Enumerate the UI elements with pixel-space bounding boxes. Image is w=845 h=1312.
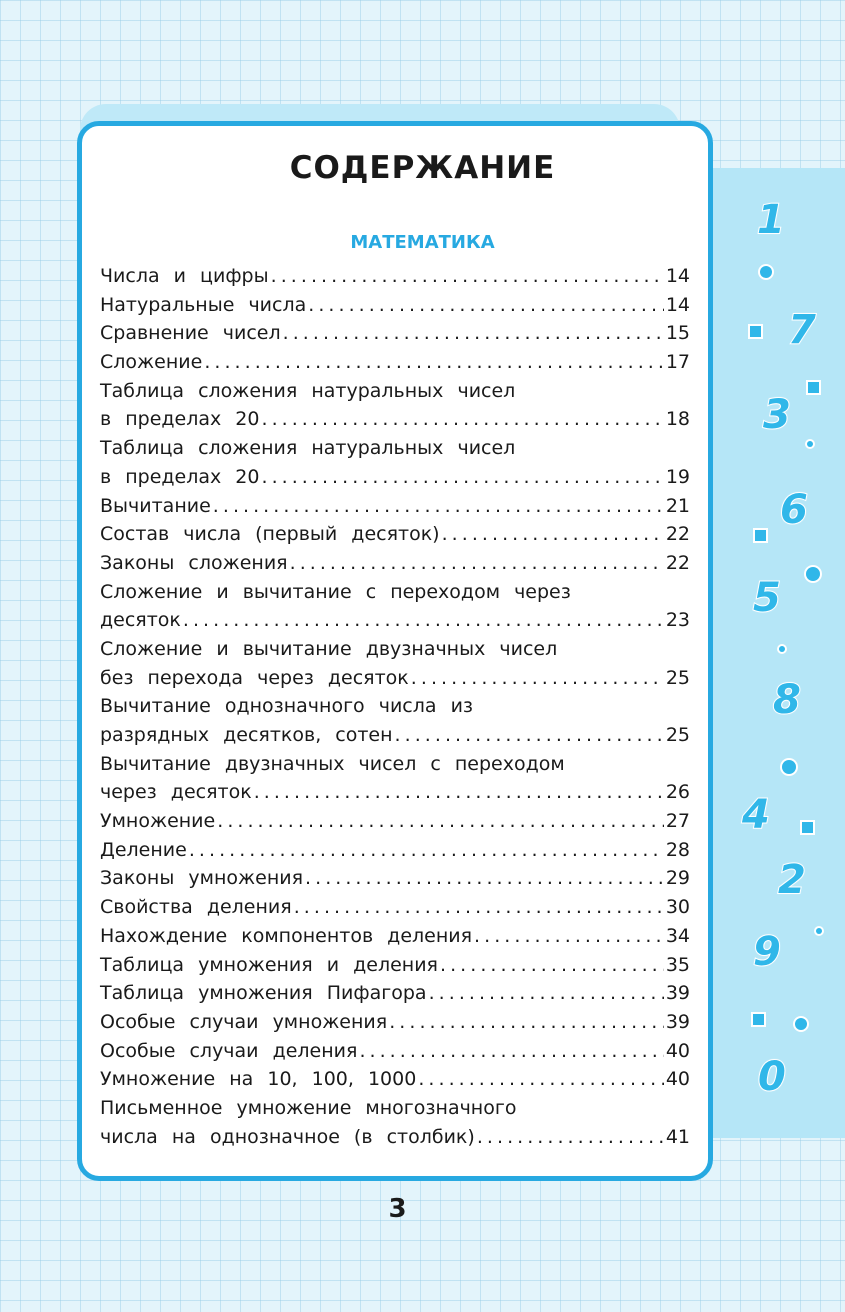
toc-entry-line <box>100 721 690 750</box>
toc-page-number: 28 <box>665 838 690 861</box>
toc-dot-leader <box>183 606 664 635</box>
toc-entry-title: Числа и цифры <box>100 265 269 287</box>
toc-dot-leader <box>217 807 664 836</box>
toc-entry-title: Умножение на 10, 100, 1000 <box>100 1068 417 1091</box>
toc-entry[interactable] <box>100 979 690 1008</box>
toc-entry[interactable] <box>100 578 690 635</box>
toc-entry-title: Нахождение компонентов деления <box>100 924 473 947</box>
toc-entry-title: Таблица умножения Пифагора <box>100 982 427 1005</box>
decorative-square <box>802 822 813 833</box>
toc-entry-line <box>100 922 690 951</box>
toc-dot-leader <box>283 319 664 348</box>
toc-entry-title: разрядных десятков, сотен <box>100 724 393 746</box>
toc-entry[interactable] <box>100 1065 690 1094</box>
toc-entry-title: Вычитание двузначных чисел с переходом <box>100 752 565 775</box>
toc-entry-title: Натуральные числа <box>100 293 307 316</box>
toc-page-number: 25 <box>665 724 690 746</box>
decorative-square <box>750 326 761 337</box>
toc-dot-leader <box>254 778 664 807</box>
toc-dot-leader <box>418 1065 663 1094</box>
toc-entry-title: Сложение и вычитание двузначных чисел <box>100 637 558 660</box>
decorative-digit: 1 <box>757 197 785 243</box>
toc-entry-line <box>100 262 690 291</box>
toc-entry[interactable] <box>100 434 690 491</box>
toc-entry-title: Сложение и вычитание с переходом через <box>100 580 571 603</box>
toc-dot-leader <box>474 922 664 951</box>
toc-page-number: 22 <box>665 523 690 546</box>
toc-entry-line <box>100 405 690 434</box>
toc-entry[interactable] <box>100 291 690 320</box>
toc-page-number: 23 <box>665 609 690 632</box>
toc-entry[interactable] <box>100 492 690 521</box>
toc-dot-leader <box>442 520 664 549</box>
toc-dot-leader <box>305 864 664 893</box>
toc-entry-title: Свойства деления <box>100 896 292 919</box>
toc-page-number: 26 <box>665 781 690 804</box>
toc-dot-leader <box>204 348 664 377</box>
decorative-dot <box>806 567 820 581</box>
toc-entry-line <box>100 606 690 635</box>
toc-entry[interactable] <box>100 348 690 377</box>
toc-entry-line <box>100 1094 690 1123</box>
toc-entry-title: десяток <box>100 609 181 632</box>
decorative-dot <box>782 760 796 774</box>
decorative-dot <box>807 441 813 447</box>
toc-dot-leader <box>213 492 664 521</box>
page-title: СОДЕРЖАНИЕ <box>289 150 556 186</box>
toc-entry-title: Сложение <box>100 351 203 374</box>
toc-entry[interactable] <box>100 750 690 807</box>
toc-entry-title: Законы умножения <box>100 867 304 890</box>
toc-entry[interactable] <box>100 377 690 434</box>
toc-entry[interactable] <box>100 520 690 549</box>
toc-dot-leader <box>477 1123 664 1152</box>
toc-entry-title: в пределах 20 <box>100 408 260 431</box>
toc-page-number: 29 <box>665 867 690 890</box>
toc-entry-line <box>100 434 690 463</box>
decorative-digit: 0 <box>758 1054 786 1100</box>
toc-entry-line <box>100 1065 690 1094</box>
toc-entry[interactable] <box>100 951 690 980</box>
toc-entry[interactable] <box>100 1037 690 1066</box>
toc-entry-line <box>100 836 690 865</box>
toc-entry-title: Вычитание однозначного числа из <box>100 695 474 718</box>
toc-page-number: 22 <box>665 551 690 574</box>
toc-dot-leader <box>359 1037 663 1066</box>
toc-dot-leader <box>411 664 664 693</box>
decorative-dot <box>760 266 772 278</box>
toc-page-number: 17 <box>665 351 690 374</box>
toc-entry-line <box>100 893 690 922</box>
toc-dot-leader <box>290 549 664 578</box>
toc-entry-line <box>100 348 690 377</box>
toc-page-number: 14 <box>665 293 690 316</box>
toc-entry-title: Деление <box>100 838 187 861</box>
toc-entry-line <box>100 492 690 521</box>
toc-entry-line <box>100 750 690 779</box>
toc-entry[interactable] <box>100 549 690 578</box>
decorative-square <box>808 382 819 393</box>
toc-entry-line <box>100 807 690 836</box>
toc-entry-line <box>100 377 690 406</box>
toc-page-number: 40 <box>665 1068 690 1091</box>
toc-dot-leader <box>429 979 664 1008</box>
toc-entry-line <box>100 1123 690 1152</box>
toc-dot-leader <box>189 836 664 865</box>
toc-dot-leader <box>440 951 664 980</box>
toc-entry-line <box>100 291 690 320</box>
toc-entry[interactable] <box>100 1094 690 1151</box>
toc-entry[interactable] <box>100 893 690 922</box>
decorative-digit: 6 <box>780 487 808 533</box>
toc-entry-title: Сравнение чисел <box>100 322 281 345</box>
decorative-dot <box>795 1018 807 1030</box>
decorative-digit: 8 <box>773 677 801 723</box>
toc-page-number: 14 <box>665 265 690 287</box>
toc-dot-leader <box>261 405 663 434</box>
toc-entry[interactable] <box>100 922 690 951</box>
toc-page-number: 40 <box>665 1039 690 1062</box>
toc-page-number: 41 <box>665 1125 690 1148</box>
toc-entry-title: Особые случаи деления <box>100 1039 358 1062</box>
toc-entry-line <box>100 520 690 549</box>
toc-entry-line <box>100 463 690 492</box>
toc-entry[interactable] <box>100 807 690 836</box>
toc-entry-line <box>100 664 690 693</box>
decorative-dot <box>779 646 785 652</box>
toc-entry-title: без перехода через десяток <box>100 666 409 689</box>
toc-dot-leader <box>395 721 664 750</box>
decorative-digit: 4 <box>742 792 770 838</box>
decorative-dot <box>816 928 822 934</box>
section-heading: МАТЕМАТИКА <box>350 232 495 253</box>
toc-entry-title: Законы сложения <box>100 551 288 574</box>
toc-page-number: 35 <box>665 953 690 976</box>
toc-entry-line <box>100 979 690 1008</box>
decorative-digit: 3 <box>763 392 791 438</box>
toc-entry[interactable] <box>100 319 690 348</box>
toc-page-number: 30 <box>665 896 690 919</box>
toc-entry-line <box>100 1037 690 1066</box>
toc-entry-title: Таблица умножения и деления <box>100 953 438 976</box>
toc-entry-title: Состав числа (первый десяток) <box>100 523 440 546</box>
toc-entry-line <box>100 635 690 664</box>
side-strip <box>712 168 845 1138</box>
toc-entry-line <box>100 1008 690 1037</box>
decorative-digit: 5 <box>753 575 781 621</box>
toc-entry[interactable] <box>100 262 690 291</box>
toc-entry-line <box>100 692 690 721</box>
toc-entry-title: в пределах 20 <box>100 465 260 488</box>
toc-entry-title: числа на однозначное (в столбик) <box>100 1125 475 1148</box>
toc-entry-line <box>100 549 690 578</box>
toc-entry-title: Вычитание <box>100 494 211 517</box>
toc-entry-line <box>100 319 690 348</box>
decorative-digit: 9 <box>753 929 781 975</box>
toc-entry-title: Таблица сложения натуральных чисел <box>100 437 516 460</box>
toc-entry-title: Письменное умножение многозначного <box>100 1096 517 1119</box>
toc-dot-leader <box>271 262 664 291</box>
table-of-contents <box>100 262 690 1151</box>
toc-page-number: 39 <box>665 1010 690 1033</box>
toc-entry-line <box>100 951 690 980</box>
decorative-square <box>753 1014 764 1025</box>
toc-entry-line <box>100 778 690 807</box>
toc-page-number: 15 <box>665 322 690 345</box>
toc-entry-title: Таблица сложения натуральных чисел <box>100 379 516 402</box>
decorative-digit: 7 <box>788 307 816 353</box>
toc-page-number: 21 <box>665 494 690 517</box>
toc-page-number: 34 <box>665 924 690 947</box>
toc-entry[interactable] <box>100 635 690 692</box>
toc-entry-line <box>100 864 690 893</box>
toc-dot-leader <box>294 893 664 922</box>
decorative-square <box>755 530 766 541</box>
toc-entry[interactable] <box>100 864 690 893</box>
toc-entry-title: через десяток <box>100 781 252 804</box>
toc-dot-leader <box>261 463 663 492</box>
toc-page-number: 19 <box>665 465 690 488</box>
toc-entry[interactable] <box>100 1008 690 1037</box>
toc-page-number: 27 <box>665 810 690 833</box>
toc-entry-title: Особые случаи умножения <box>100 1010 388 1033</box>
toc-entry[interactable] <box>100 836 690 865</box>
toc-page-number: 25 <box>665 666 690 689</box>
decorative-digit: 2 <box>778 857 806 903</box>
toc-page-number: 39 <box>665 982 690 1005</box>
page-number: 3 <box>388 1194 407 1224</box>
toc-dot-leader <box>308 291 664 320</box>
toc-entry-title: Умножение <box>100 810 216 833</box>
toc-entry[interactable] <box>100 692 690 749</box>
toc-dot-leader <box>389 1008 664 1037</box>
toc-entry-line <box>100 578 690 607</box>
toc-page-number: 18 <box>665 408 690 431</box>
